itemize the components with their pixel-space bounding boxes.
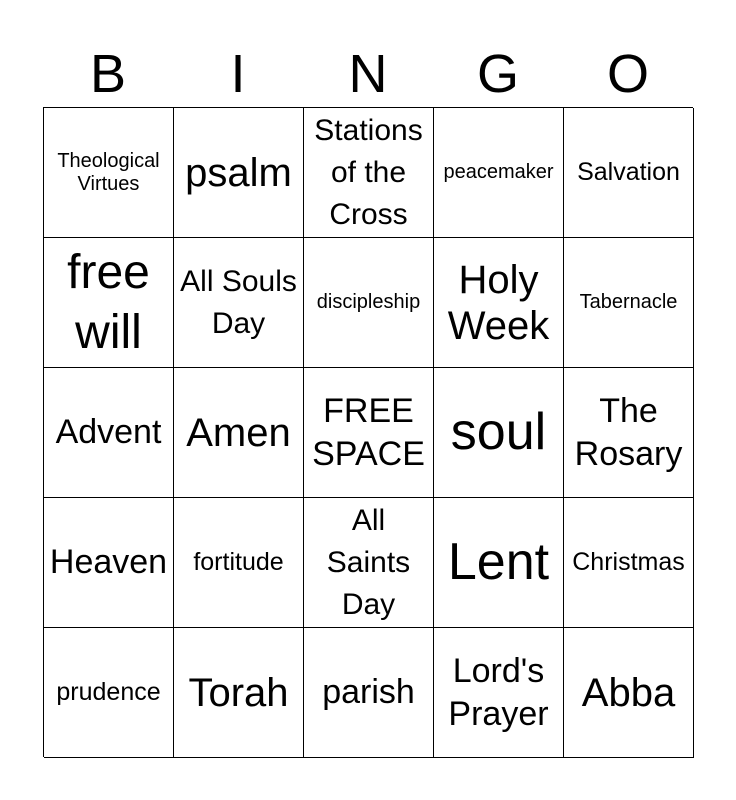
cell-label: Lent bbox=[447, 532, 550, 591]
cell-label: parish bbox=[322, 673, 415, 712]
bingo-cell[interactable] bbox=[564, 368, 694, 498]
bingo-cell[interactable] bbox=[434, 238, 564, 368]
bingo-cell[interactable] bbox=[174, 368, 304, 498]
cell-label: prudence bbox=[56, 678, 161, 707]
bingo-cell[interactable] bbox=[304, 238, 434, 368]
bingo-cell[interactable] bbox=[564, 498, 694, 628]
cell-label: Lord's Prayer bbox=[448, 652, 549, 733]
bingo-cell[interactable] bbox=[44, 368, 174, 498]
cell-label: Tabernacle bbox=[579, 291, 678, 313]
bingo-cell[interactable] bbox=[44, 628, 174, 758]
cell-label: All Souls Day bbox=[180, 264, 297, 340]
bingo-board bbox=[43, 107, 693, 757]
cell-label: soul bbox=[450, 402, 547, 461]
header-letter-b: B bbox=[89, 44, 127, 104]
cell-label: Theological Virtues bbox=[57, 149, 160, 195]
bingo-cell[interactable] bbox=[174, 238, 304, 368]
header-letter-g: G bbox=[476, 44, 519, 104]
cell-label: Christmas bbox=[572, 548, 685, 577]
cell-label: Amen bbox=[186, 410, 291, 455]
bingo-cell[interactable] bbox=[304, 108, 434, 238]
cell-label: FREE SPACE bbox=[312, 392, 425, 473]
bingo-cell[interactable] bbox=[434, 628, 564, 758]
bingo-cell[interactable] bbox=[434, 368, 564, 498]
cell-label: Advent bbox=[55, 413, 162, 452]
bingo-cell[interactable] bbox=[44, 108, 174, 238]
header-letter-o: O bbox=[606, 44, 649, 104]
cell-label: Stations of the Cross bbox=[314, 113, 423, 231]
cell-label: Salvation bbox=[577, 158, 680, 187]
bingo-cell[interactable] bbox=[434, 498, 564, 628]
cell-label: Holy Week bbox=[447, 257, 550, 348]
cell-label: The Rosary bbox=[574, 392, 683, 473]
bingo-cell[interactable] bbox=[564, 238, 694, 368]
cell-label: Torah bbox=[188, 670, 289, 715]
header-letter-n: N bbox=[348, 44, 388, 104]
free-space-cell[interactable] bbox=[304, 368, 434, 498]
cell-label: All Saints Day bbox=[326, 503, 411, 621]
bingo-cell[interactable] bbox=[304, 498, 434, 628]
cell-label: free will bbox=[67, 245, 150, 359]
bingo-cell[interactable] bbox=[44, 498, 174, 628]
bingo-cell[interactable] bbox=[304, 628, 434, 758]
bingo-cell[interactable] bbox=[174, 498, 304, 628]
bingo-header bbox=[43, 42, 693, 106]
bingo-cell[interactable] bbox=[564, 108, 694, 238]
bingo-cell[interactable] bbox=[174, 628, 304, 758]
cell-label: Heaven bbox=[49, 543, 168, 582]
bingo-cell[interactable] bbox=[44, 238, 174, 368]
bingo-cell[interactable] bbox=[174, 108, 304, 238]
bingo-cell[interactable] bbox=[434, 108, 564, 238]
header-letter-i: I bbox=[230, 44, 246, 104]
cell-label: peacemaker bbox=[443, 161, 554, 183]
cell-label: Abba bbox=[581, 670, 676, 715]
cell-label: fortitude bbox=[193, 548, 284, 577]
cell-label: psalm bbox=[185, 150, 292, 195]
cell-label: discipleship bbox=[316, 291, 421, 313]
bingo-cell[interactable] bbox=[564, 628, 694, 758]
